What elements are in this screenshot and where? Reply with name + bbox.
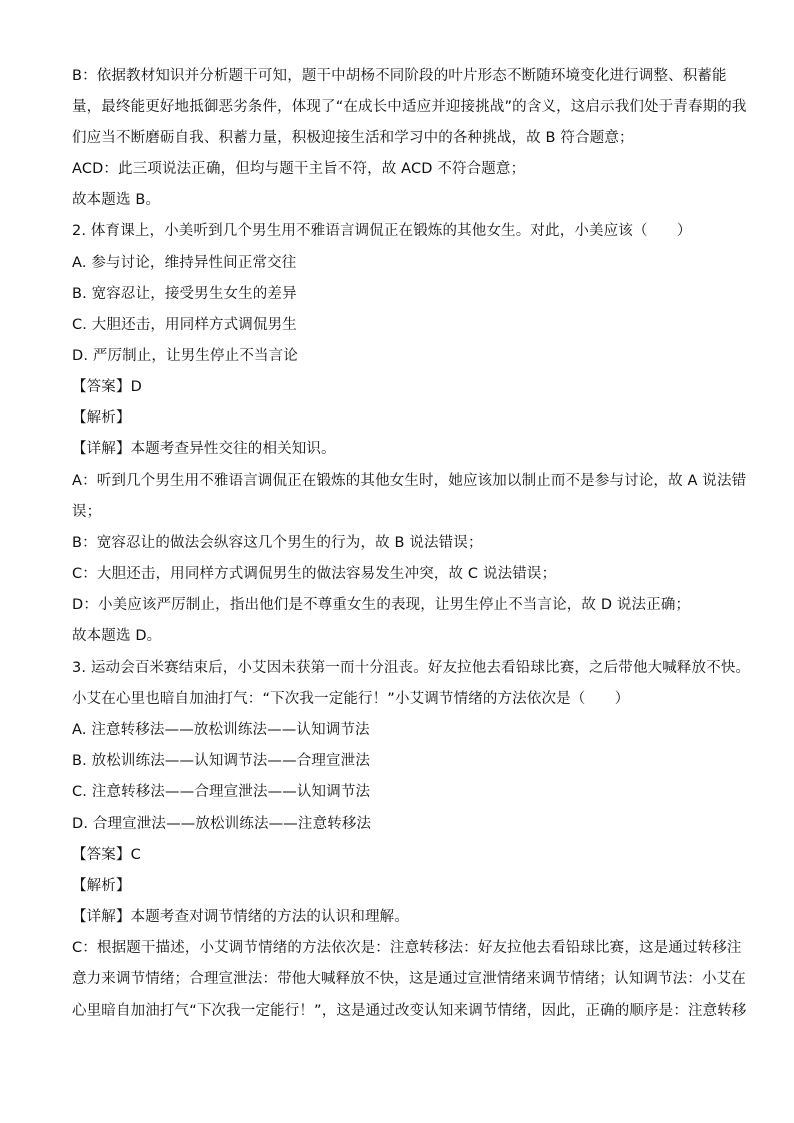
text-line: 意力来调节情绪；合理宣泄法：带他大喊释放不快，这是通过宣泄情绪来调节情绪；认知调节法：小艾在 (72, 971, 746, 987)
question-2-stem: 2. 体育课上，小美听到几个男生用不雅语言调侃正在锻炼的其他女生。对此，小美应该（ ） (72, 223, 692, 239)
text-line: A：听到几个男生用不雅语言调侃正在锻炼的其他女生时，她应该加以制止而不是参与讨论，故 A 说法错 (72, 473, 747, 489)
text-line: D：小美应该严厉制止，指出他们是不尊重女生的表现，让男生停止不当言论，故 D 说法正确； (72, 597, 691, 613)
text-line: 量，最终能更好地抵御恶劣条件，体现了“在成长中适应并迎接挑战”的含义，这启示我们处于青春期的我 (72, 99, 747, 115)
option-d: D. 合理宣泄法——放松训练法——注意转移法 (72, 816, 372, 832)
text-line: ACD：此三项说法正确，但均与题干主旨不符，故 ACD 不符合题意； (72, 161, 526, 177)
question-3-stem: 3. 运动会百米赛结束后，小艾因未获第一而十分沮丧。好友拉他去看铅球比赛，之后带他大喊释放不快。 (72, 660, 751, 676)
option-c: C. 注意转移法——合理宣泄法——认知调节法 (72, 784, 371, 800)
option-a: A. 注意转移法——放松训练法——认知调节法 (72, 722, 370, 738)
option-b: B. 放松训练法——认知调节法——合理宣泄法 (72, 753, 370, 769)
text-line: 们应当不断磨砺自我、积蓄力量，积极迎接生活和学习中的各种挑战，故 B 符合题意； (72, 130, 634, 146)
text-line: B：宽容忍让的做法会纵容这几个男生的行为，故 B 说法错误； (72, 535, 483, 551)
option-c: C. 大胆还击，用同样方式调侃男生 (72, 317, 297, 333)
answer-label: 【答案】C (72, 847, 141, 863)
option-d: D. 严厉制止，让男生停止不当言论 (72, 348, 298, 364)
text-line: 误； (72, 504, 102, 520)
option-a: A. 参与讨论，维持异性间正常交往 (72, 255, 297, 271)
detail-text: 【详解】本题考查对调节情绪的方法的认识和理解。 (72, 909, 409, 925)
answer-label: 【答案】D (72, 379, 142, 395)
text-line: C：大胆还击，用同样方式调侃男生的做法容易发生冲突，故 C 说法错误； (72, 566, 557, 582)
question-3-stem-cont: 小艾在心里也暗自加油打气：“下次我一定能行！”小艾调节情绪的方法依次是（ ） (72, 691, 630, 707)
text-line: 故本题选 D。 (72, 628, 162, 644)
text-line: C：根据题干描述，小艾调节情绪的方法依次是：注意转移法：好友拉他去看铅球比赛，这是通过转移注 (72, 940, 742, 956)
text-line: 心里暗自加油打气“下次我一定能行！”，这是通过改变认知来调节情绪，因此，正确的顺序是：注意转移 (72, 1003, 747, 1019)
detail-text: 【详解】本题考查异性交往的相关知识。 (72, 441, 336, 457)
analysis-label: 【解析】 (72, 410, 131, 426)
text-line: 故本题选 B。 (72, 192, 161, 208)
analysis-label: 【解析】 (72, 878, 131, 894)
text-line: B：依据教材知识并分析题干可知，题干中胡杨不同阶段的叶片形态不断随环境变化进行调整、积蓄能 (72, 68, 727, 84)
option-b: B. 宽容忍让，接受男生女生的差异 (72, 286, 297, 302)
